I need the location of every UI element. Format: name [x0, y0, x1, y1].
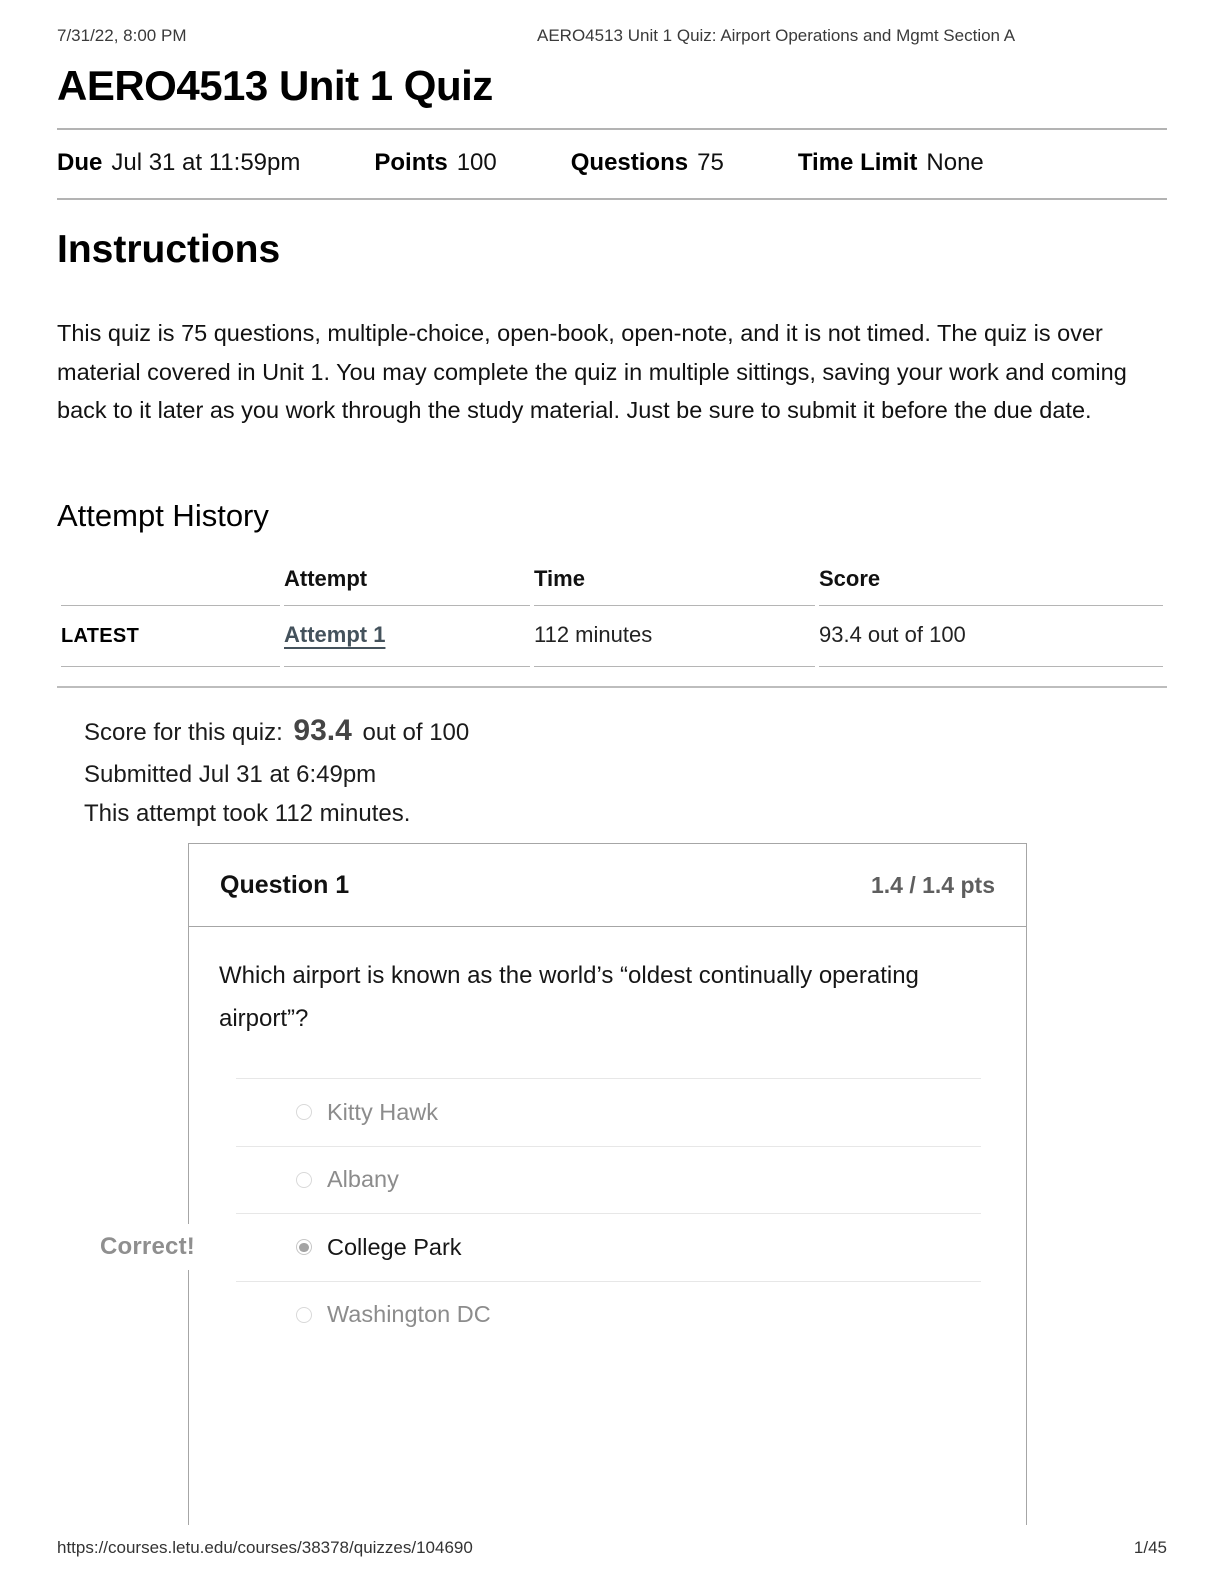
- answer-option-kitty-hawk[interactable]: [236, 1078, 981, 1146]
- answer-option-college-park[interactable]: [100, 1213, 981, 1281]
- divider: [57, 686, 1167, 688]
- attempt-history-heading: Attempt History: [57, 498, 269, 533]
- answer-label: Kitty Hawk: [327, 1098, 438, 1125]
- submitted-timestamp: Submitted Jul 31 at 6:49pm: [84, 761, 377, 788]
- meta-due-value: Jul 31 at 11:59pm: [111, 149, 301, 176]
- latest-badge: LATEST: [61, 625, 140, 647]
- score-line: [84, 714, 469, 748]
- table-row: [61, 606, 1163, 667]
- score-summary: [84, 714, 469, 839]
- print-document-title: AERO4513 Unit 1 Quiz: Airport Operations and Mgmt Section A: [537, 26, 1016, 45]
- meta-due: [57, 149, 300, 177]
- page-number: 1/45: [1133, 1538, 1167, 1557]
- answer-label: College Park: [327, 1233, 462, 1260]
- divider: [57, 198, 1167, 200]
- print-header: [57, 26, 1167, 48]
- question-points: 1.4 / 1.4 pts: [870, 871, 995, 898]
- meta-time-limit-value: None: [926, 149, 984, 176]
- radio-button-icon[interactable]: [296, 1307, 312, 1323]
- question-title: Question 1: [220, 870, 350, 899]
- meta-due-label: Due: [57, 149, 103, 176]
- column-header-attempt: Attempt: [284, 558, 530, 606]
- print-datetime: 7/31/22, 8:00 PM: [57, 26, 187, 45]
- attempt-history-header-row: [61, 558, 1163, 606]
- attempt-score-value: 93.4 out of 100: [819, 606, 1163, 667]
- divider: [57, 128, 1167, 130]
- question-card: [100, 843, 1027, 1525]
- score-prefix: Score for this quiz:: [84, 719, 283, 746]
- column-header-time: Time: [534, 558, 815, 606]
- score-value: 93.4: [293, 714, 352, 747]
- answer-label: Albany: [327, 1166, 399, 1193]
- column-header-score: Score: [819, 558, 1163, 606]
- correct-badge: Correct!: [100, 1224, 228, 1270]
- meta-points: [374, 149, 496, 177]
- column-header-empty: [61, 558, 280, 606]
- score-suffix: out of 100: [362, 719, 470, 746]
- meta-time-limit-label: Time Limit: [797, 149, 918, 176]
- print-footer: [57, 1538, 1167, 1558]
- attempt-duration: This attempt took 112 minutes.: [84, 800, 411, 827]
- radio-button-selected-icon[interactable]: [296, 1239, 312, 1255]
- instructions-heading: Instructions: [57, 228, 281, 271]
- answer-option-albany[interactable]: [236, 1146, 981, 1214]
- instructions-text: This quiz is 75 questions, multiple-choice, open-book, open-note, and it is not timed. The quiz is over material covered in Unit 1. You may complete the quiz in multiple sittings, saving your work and coming back to it later as you work through the study material. Just be sure to submit it before the due date.: [57, 320, 1127, 423]
- attempt-history-table: [57, 558, 1167, 667]
- radio-button-icon[interactable]: [296, 1104, 312, 1120]
- answer-label: Washington DC: [327, 1301, 491, 1328]
- meta-questions: [571, 149, 724, 177]
- meta-points-label: Points: [374, 149, 448, 176]
- radio-button-icon[interactable]: [296, 1172, 312, 1188]
- meta-points-value: 100: [456, 149, 497, 176]
- meta-questions-value: 75: [697, 149, 724, 176]
- question-body: [100, 927, 1026, 1348]
- meta-questions-label: Questions: [570, 149, 689, 176]
- attempt-1-link[interactable]: Attempt 1: [284, 622, 386, 647]
- answer-list: [100, 1078, 981, 1348]
- quiz-meta-row: [57, 149, 984, 177]
- meta-time-limit: [798, 149, 984, 177]
- attempt-time-value: 112 minutes: [534, 606, 815, 667]
- answer-option-washington-dc[interactable]: [236, 1281, 981, 1349]
- question-header: [189, 844, 1026, 927]
- print-url: https://courses.letu.edu/courses/38378/quizzes/104690: [57, 1538, 473, 1557]
- question-text: Which airport is known as the world’s “oldest continually operating airport”?: [219, 962, 919, 1032]
- page-title: AERO4513 Unit 1 Quiz: [57, 62, 493, 109]
